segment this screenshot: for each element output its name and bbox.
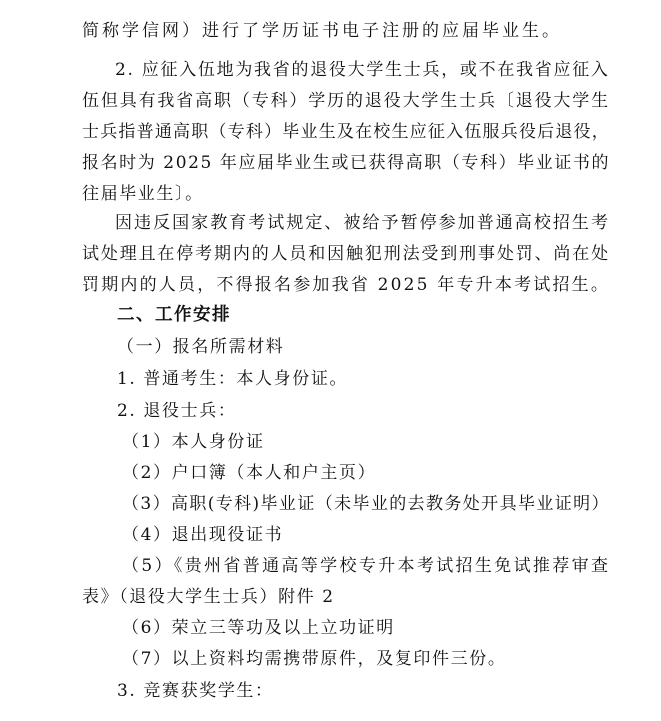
list-item: （5）《贵州省普通高等学校专升本考试招生免试推荐审查 — [122, 556, 611, 576]
text-line-8: 试处理且在停考期内的人员和因触犯刑法受到刑事处罚、尚在处 — [82, 244, 610, 264]
text-line-9: 罚期内的人员，不得报名参加我省 2025 年专升本考试招生。 — [82, 275, 611, 295]
text-line-7: 因违反国家教育考试规定、被给予暂停参加普通高校招生考 — [115, 213, 610, 233]
section-heading: 二、工作安排 — [117, 305, 231, 325]
list-item: （3）高职(专科)毕业证（未毕业的去教务处开具毕业证明） — [122, 494, 610, 514]
list-item: （4）退出现役证书 — [122, 525, 284, 545]
list-item: 表》（退役大学生士兵）附件 2 — [82, 587, 335, 607]
text-line-3: 伍但具有我省高职（专科）学历的退役大学生士兵〔退役大学生 — [82, 91, 610, 111]
sub-heading: （一）报名所需材料 — [117, 337, 285, 357]
list-item: 3. 竞赛获奖学生： — [117, 681, 274, 701]
list-item: （1）本人身份证 — [122, 432, 265, 452]
list-item: （6）荣立三等功及以上立功证明 — [122, 618, 395, 638]
list-item: 2. 退役士兵： — [117, 401, 237, 421]
list-item: （2）户口簿（本人和户主页） — [122, 463, 377, 483]
list-item: （7）以上资料均需携带原件，及复印件三份。 — [122, 649, 507, 669]
text-line-6: 往届毕业生〕。 — [82, 184, 204, 204]
text-line-5: 报名时为 2025 年应届毕业生或已获得高职（专科）毕业证书的 — [82, 153, 611, 173]
text-line-4: 士兵指普通高职（专科）毕业生及在校生应征入伍服兵役后退役， — [82, 122, 610, 142]
list-item: 1. 普通考生：本人身份证。 — [117, 369, 349, 389]
text-line-2: 2. 应征入伍地为我省的退役大学生士兵，或不在我省应征入 — [115, 60, 610, 80]
text-line-1: 简称学信网）进行了学历证书电子注册的应届毕业生。 — [82, 21, 562, 41]
